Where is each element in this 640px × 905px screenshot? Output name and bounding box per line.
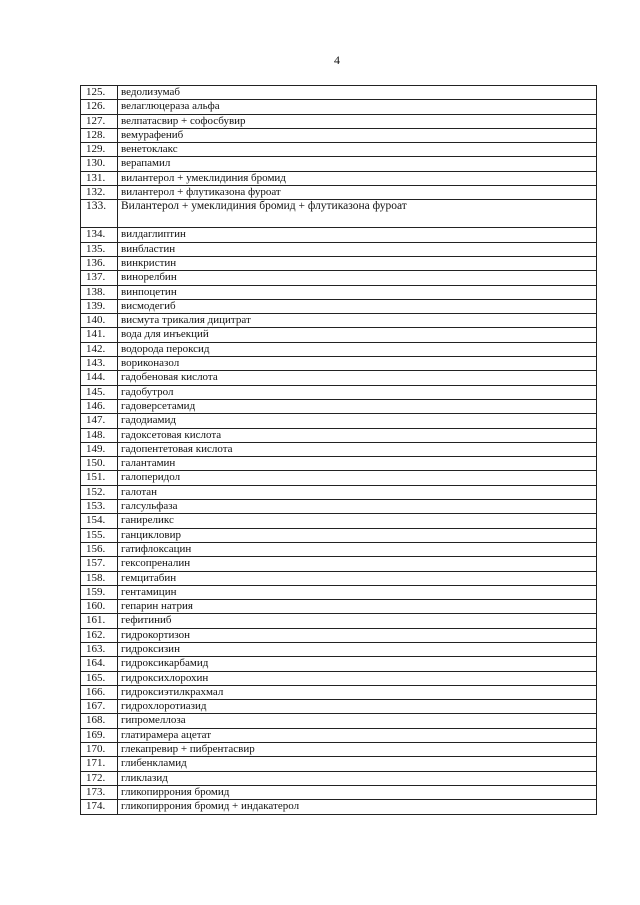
table-row <box>81 500 597 514</box>
drug-name: гадобутрол <box>118 385 597 399</box>
row-number: 153. <box>81 500 118 514</box>
table-row <box>81 314 597 328</box>
table-row <box>81 385 597 399</box>
drug-list-table <box>80 85 597 815</box>
row-number: 145. <box>81 385 118 399</box>
page-number: 4 <box>334 53 340 67</box>
row-number: 169. <box>81 728 118 742</box>
row-number: 152. <box>81 485 118 499</box>
row-number: 172. <box>81 771 118 785</box>
drug-name: гликопиррония бромид + индакатерол <box>118 800 597 814</box>
drug-name: гадодиамид <box>118 414 597 428</box>
row-number: 125. <box>81 86 118 100</box>
row-number: 165. <box>81 671 118 685</box>
row-number: 136. <box>81 256 118 270</box>
drug-name: гемцитабин <box>118 571 597 585</box>
drug-name: гадоксетовая кислота <box>118 428 597 442</box>
table-row <box>81 442 597 456</box>
table-row <box>81 614 597 628</box>
drug-name: гадопентетовая кислота <box>118 442 597 456</box>
table-row <box>81 371 597 385</box>
drug-name: висмодегиб <box>118 299 597 313</box>
table-row <box>81 785 597 799</box>
table-row <box>81 399 597 413</box>
row-number: 141. <box>81 328 118 342</box>
row-number: 167. <box>81 700 118 714</box>
table-row <box>81 328 597 342</box>
row-number: 127. <box>81 114 118 128</box>
drug-name: гефитиниб <box>118 614 597 628</box>
row-number: 164. <box>81 657 118 671</box>
table-row <box>81 628 597 642</box>
row-number: 158. <box>81 571 118 585</box>
row-number: 151. <box>81 471 118 485</box>
table-row <box>81 557 597 571</box>
row-number: 137. <box>81 271 118 285</box>
drug-name: галоперидол <box>118 471 597 485</box>
table-row <box>81 299 597 313</box>
drug-name: галотан <box>118 485 597 499</box>
table-row <box>81 714 597 728</box>
table-row <box>81 542 597 556</box>
drug-name: велаглюцераза альфа <box>118 100 597 114</box>
row-number: 161. <box>81 614 118 628</box>
row-number: 142. <box>81 342 118 356</box>
table-row <box>81 671 597 685</box>
row-number: 128. <box>81 128 118 142</box>
row-number: 162. <box>81 628 118 642</box>
table-row <box>81 728 597 742</box>
row-number: 144. <box>81 371 118 385</box>
row-number: 126. <box>81 100 118 114</box>
table-row <box>81 128 597 142</box>
row-number: 140. <box>81 314 118 328</box>
row-number: 146. <box>81 399 118 413</box>
drug-name: винкристин <box>118 256 597 270</box>
table-row <box>81 414 597 428</box>
row-number: 168. <box>81 714 118 728</box>
drug-name: верапамил <box>118 157 597 171</box>
table-row <box>81 528 597 542</box>
drug-name: висмута трикалия дицитрат <box>118 314 597 328</box>
row-number: 174. <box>81 800 118 814</box>
drug-name: гидроксиэтилкрахмал <box>118 685 597 699</box>
table-row <box>81 342 597 356</box>
table-row <box>81 743 597 757</box>
table-row <box>81 271 597 285</box>
drug-name: вилдаглиптин <box>118 228 597 242</box>
table-row <box>81 157 597 171</box>
table-row <box>81 171 597 185</box>
row-number: 160. <box>81 600 118 614</box>
table-row <box>81 700 597 714</box>
drug-name: ганиреликс <box>118 514 597 528</box>
drug-name: ведолизумаб <box>118 86 597 100</box>
row-number: 143. <box>81 357 118 371</box>
drug-name: вилантерол + флутиказона фуроат <box>118 186 597 200</box>
table-row <box>81 285 597 299</box>
row-number: 154. <box>81 514 118 528</box>
drug-name: галантамин <box>118 457 597 471</box>
table-row <box>81 256 597 270</box>
drug-name: вориконазол <box>118 357 597 371</box>
drug-name: ганцикловир <box>118 528 597 542</box>
row-number: 139. <box>81 299 118 313</box>
row-number: 132. <box>81 186 118 200</box>
drug-name: венетоклакс <box>118 143 597 157</box>
row-number: 148. <box>81 428 118 442</box>
row-number: 170. <box>81 743 118 757</box>
drug-name: гадоверсетамид <box>118 399 597 413</box>
row-number: 163. <box>81 642 118 656</box>
table-row <box>81 86 597 100</box>
table-row <box>81 428 597 442</box>
drug-name: Вилантерол + умеклидиния бромид + флутиказона фуроат <box>118 200 597 228</box>
table-row <box>81 242 597 256</box>
row-number: 166. <box>81 685 118 699</box>
drug-name: вемурафениб <box>118 128 597 142</box>
drug-name: вода для инъекций <box>118 328 597 342</box>
drug-name: глатирамера ацетат <box>118 728 597 742</box>
drug-name: водорода пероксид <box>118 342 597 356</box>
table-row <box>81 571 597 585</box>
row-number: 138. <box>81 285 118 299</box>
table-row <box>81 100 597 114</box>
drug-name: велпатасвир + софосбувир <box>118 114 597 128</box>
table-row <box>81 471 597 485</box>
drug-name: винорелбин <box>118 271 597 285</box>
table-row <box>81 114 597 128</box>
drug-name: гидроксизин <box>118 642 597 656</box>
drug-name: гидрокортизон <box>118 628 597 642</box>
table-row <box>81 585 597 599</box>
table-row <box>81 357 597 371</box>
row-number: 149. <box>81 442 118 456</box>
drug-name: гидроксихлорохин <box>118 671 597 685</box>
table-row <box>81 228 597 242</box>
table-row <box>81 457 597 471</box>
row-number: 171. <box>81 757 118 771</box>
table-body <box>81 86 597 815</box>
table-row <box>81 514 597 528</box>
row-number: 155. <box>81 528 118 542</box>
drug-name: глекапревир + пибрентасвир <box>118 743 597 757</box>
row-number: 147. <box>81 414 118 428</box>
drug-name: гадобеновая кислота <box>118 371 597 385</box>
row-number: 134. <box>81 228 118 242</box>
drug-name: винпоцетин <box>118 285 597 299</box>
table-row <box>81 143 597 157</box>
drug-name: гликлазид <box>118 771 597 785</box>
drug-name: гидрохлоротиазид <box>118 700 597 714</box>
row-number: 130. <box>81 157 118 171</box>
row-number: 131. <box>81 171 118 185</box>
drug-name: гидроксикарбамид <box>118 657 597 671</box>
drug-name: гликопиррония бромид <box>118 785 597 799</box>
drug-name: гексопреналин <box>118 557 597 571</box>
table-row <box>81 600 597 614</box>
row-number: 173. <box>81 785 118 799</box>
drug-name: глибенкламид <box>118 757 597 771</box>
drug-name: гепарин натрия <box>118 600 597 614</box>
row-number: 150. <box>81 457 118 471</box>
row-number: 135. <box>81 242 118 256</box>
row-number: 133. <box>81 200 118 228</box>
table-row <box>81 685 597 699</box>
table-row <box>81 485 597 499</box>
drug-name: гатифлоксацин <box>118 542 597 556</box>
table-row <box>81 642 597 656</box>
table-row <box>81 800 597 814</box>
row-number: 156. <box>81 542 118 556</box>
table-row <box>81 200 597 228</box>
row-number: 129. <box>81 143 118 157</box>
table-row <box>81 771 597 785</box>
drug-name: вилантерол + умеклидиния бромид <box>118 171 597 185</box>
table-row <box>81 657 597 671</box>
drug-name: галсульфаза <box>118 500 597 514</box>
row-number: 157. <box>81 557 118 571</box>
table-row <box>81 186 597 200</box>
drug-name: гентамицин <box>118 585 597 599</box>
drug-name: гипромеллоза <box>118 714 597 728</box>
table-row <box>81 757 597 771</box>
row-number: 159. <box>81 585 118 599</box>
drug-name: винбластин <box>118 242 597 256</box>
